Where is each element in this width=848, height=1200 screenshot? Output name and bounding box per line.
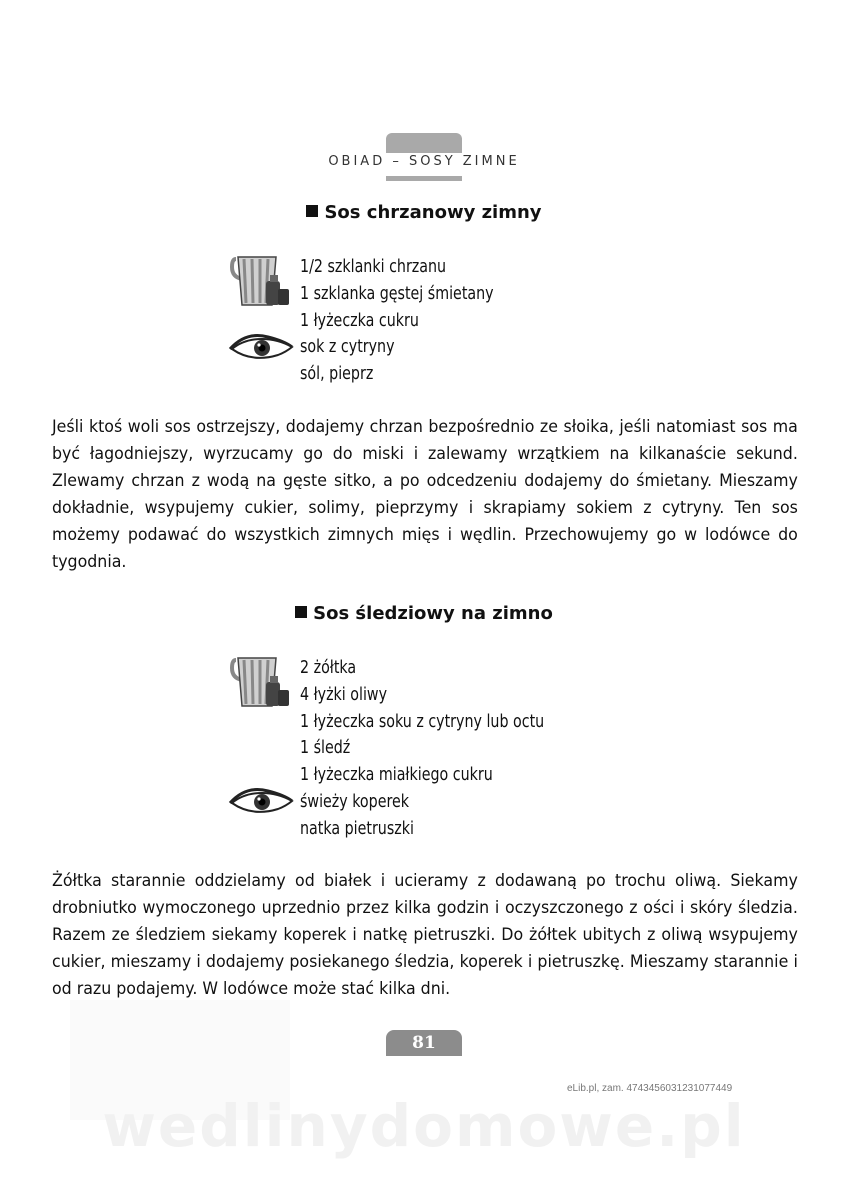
page-number: 81 <box>386 1030 462 1056</box>
ingredient-item: 1 łyżeczka soku z cytryny lub octu <box>300 710 545 732</box>
recipe-instructions: Żółtka starannie oddzielamy od białek i ucieramy z dodawaną po trochu oliwą. Siekamy drobniutko wymoczonego uprzednio przez kilka godzin i oczyszczonego z ości i skóry śledzia. Razem ze śledziem siekamy koperek i natkę pietruszki. Do żółtek ubitych z oliwą wsypujemy cukier, mieszamy i dodajemy posiekanego śledzia, koperek i pietruszkę. Mieszamy starannie i od razu podajemy. W lodówce może stać kilka dni. <box>52 871 798 999</box>
recipe-instructions: Jeśli ktoś woli sos ostrzejszy, dodajemy chrzan bezpośrednio ze słoika, jeśli natomiast sos ma być łagodniejszy, wyrzucamy go do miski i zalewamy wrzątkiem na kilkanaście sekund. Zlewamy chrzan z wodą na gęste sitko, a po odcedzeniu dodajemy do śmietany. Mieszamy dokładnie, wsypujemy cukier, solimy, pieprzymy i skrapiamy sokiem z cytryny. Ten sos możemy podawać do wszystkich zimnych mięs i wędlin. Przechowujemy go w lodówce do tygodnia. <box>52 417 798 572</box>
recipe-title-text: Sos śledziowy na zimno <box>313 603 553 624</box>
recipe-title <box>0 603 848 624</box>
ingredients-icon <box>230 654 292 710</box>
ingredient-item: 1 szklanka gęstej śmietany <box>300 282 494 304</box>
section-header: OBIAD – SOSY ZIMNE <box>328 154 520 169</box>
ingredient-item: 2 żółtka <box>300 657 357 678</box>
ingredient-item: sok z cytryny <box>300 336 395 358</box>
eye-icon <box>228 333 294 361</box>
ingredient-item: 1 śledź <box>300 737 351 759</box>
ingredient-item: natka pietruszki <box>300 817 414 839</box>
ingredient-item: sól, pieprz <box>300 363 374 385</box>
ingredients-list <box>300 655 544 843</box>
elib-order-stamp: eLib.pl, zam. 4743456031231077449 <box>567 1083 733 1094</box>
ingredient-item: świeży koperek <box>300 790 410 812</box>
ingredient-item: 4 łyżki oliwy <box>300 683 388 705</box>
recipe-title-text: Sos chrzanowy zimny <box>324 202 542 223</box>
ingredients-list <box>300 254 494 388</box>
bullet-square-icon <box>295 606 307 618</box>
ingredients-icon <box>230 253 292 309</box>
header-underline <box>386 176 462 181</box>
eye-icon <box>228 787 294 815</box>
ingredient-item: 1 łyżeczka cukru <box>300 309 419 331</box>
watermark: wedlinydomowe.pl <box>102 1092 746 1160</box>
ingredient-item: 1/2 szklanki chrzanu <box>300 256 447 277</box>
bullet-square-icon <box>306 205 318 217</box>
recipe-title <box>0 202 848 223</box>
ingredient-item: 1 łyżeczka miałkiego cukru <box>300 764 493 786</box>
header-tab <box>386 133 462 153</box>
